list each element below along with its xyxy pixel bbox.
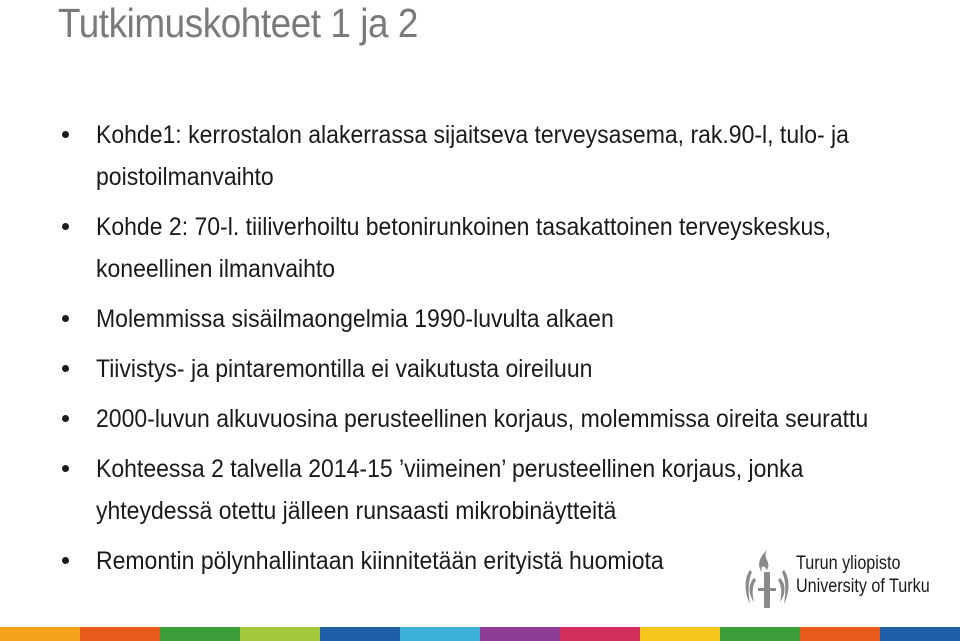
color-stripe-segment bbox=[880, 627, 960, 641]
slide-title: Tutkimuskohteet 1 ja 2 bbox=[58, 0, 418, 46]
color-stripe-segment bbox=[400, 627, 480, 641]
color-stripe-segment bbox=[640, 627, 720, 641]
bullet-item bbox=[62, 206, 942, 290]
bullet-dot-icon bbox=[62, 415, 69, 422]
bullet-dot-icon bbox=[62, 223, 69, 230]
bullet-item bbox=[62, 448, 942, 532]
bullet-dot-icon bbox=[62, 131, 69, 138]
university-logo bbox=[742, 548, 942, 612]
bullet-text: Remontin pölynhallintaan kiinnitetään erityistä huomiota bbox=[96, 547, 664, 575]
color-stripe-segment bbox=[80, 627, 160, 641]
color-stripe-segment bbox=[320, 627, 400, 641]
logo-text bbox=[796, 552, 930, 598]
bullet-item bbox=[62, 398, 942, 440]
bullet-dot-icon bbox=[62, 365, 69, 372]
color-stripe-segment bbox=[160, 627, 240, 641]
bullet-text: Kohteessa 2 talvella 2014-15 ’viimeinen’ perusteellinen korjaus, jonka yhteydessä otettu jälleen runsaasti mikrobinäytteitä bbox=[96, 455, 804, 525]
color-stripe-segment bbox=[800, 627, 880, 641]
bullet-item bbox=[62, 298, 942, 340]
bullet-item bbox=[62, 348, 942, 390]
bullet-list bbox=[62, 114, 942, 590]
bullet-text: 2000-luvun alkuvuosina perusteellinen korjaus, molemmissa oireita seurattu bbox=[96, 405, 869, 433]
logo-line-english: University of Turku bbox=[796, 576, 930, 597]
bullet-text: Molemmissa sisäilmaongelmia 1990-luvulta alkaen bbox=[96, 305, 614, 333]
bullet-text: Tiivistys- ja pintaremontilla ei vaikutusta oireiluun bbox=[96, 355, 593, 383]
color-stripe-segment bbox=[240, 627, 320, 641]
logo-line-finnish: Turun yliopisto bbox=[796, 553, 901, 574]
color-stripe-segment bbox=[560, 627, 640, 641]
color-stripe-segment bbox=[0, 627, 80, 641]
torch-emblem-icon bbox=[742, 548, 792, 610]
bullet-item bbox=[62, 114, 942, 198]
bullet-text: Kohde 2: 70-l. tiiliverhoiltu betonirunkoinen tasakattoinen terveyskeskus, koneellinen ilmanvaihto bbox=[96, 213, 832, 283]
bullet-text: Kohde1: kerrostalon alakerrassa sijaitseva terveysasema, rak.90-l, tulo- ja poistoilmanvaihto bbox=[96, 121, 849, 191]
color-stripe-segment bbox=[720, 627, 800, 641]
color-stripe-segment bbox=[480, 627, 560, 641]
footer-color-stripe bbox=[0, 627, 960, 641]
bullet-dot-icon bbox=[62, 465, 69, 472]
bullet-dot-icon bbox=[62, 315, 69, 322]
bullet-dot-icon bbox=[62, 557, 69, 564]
